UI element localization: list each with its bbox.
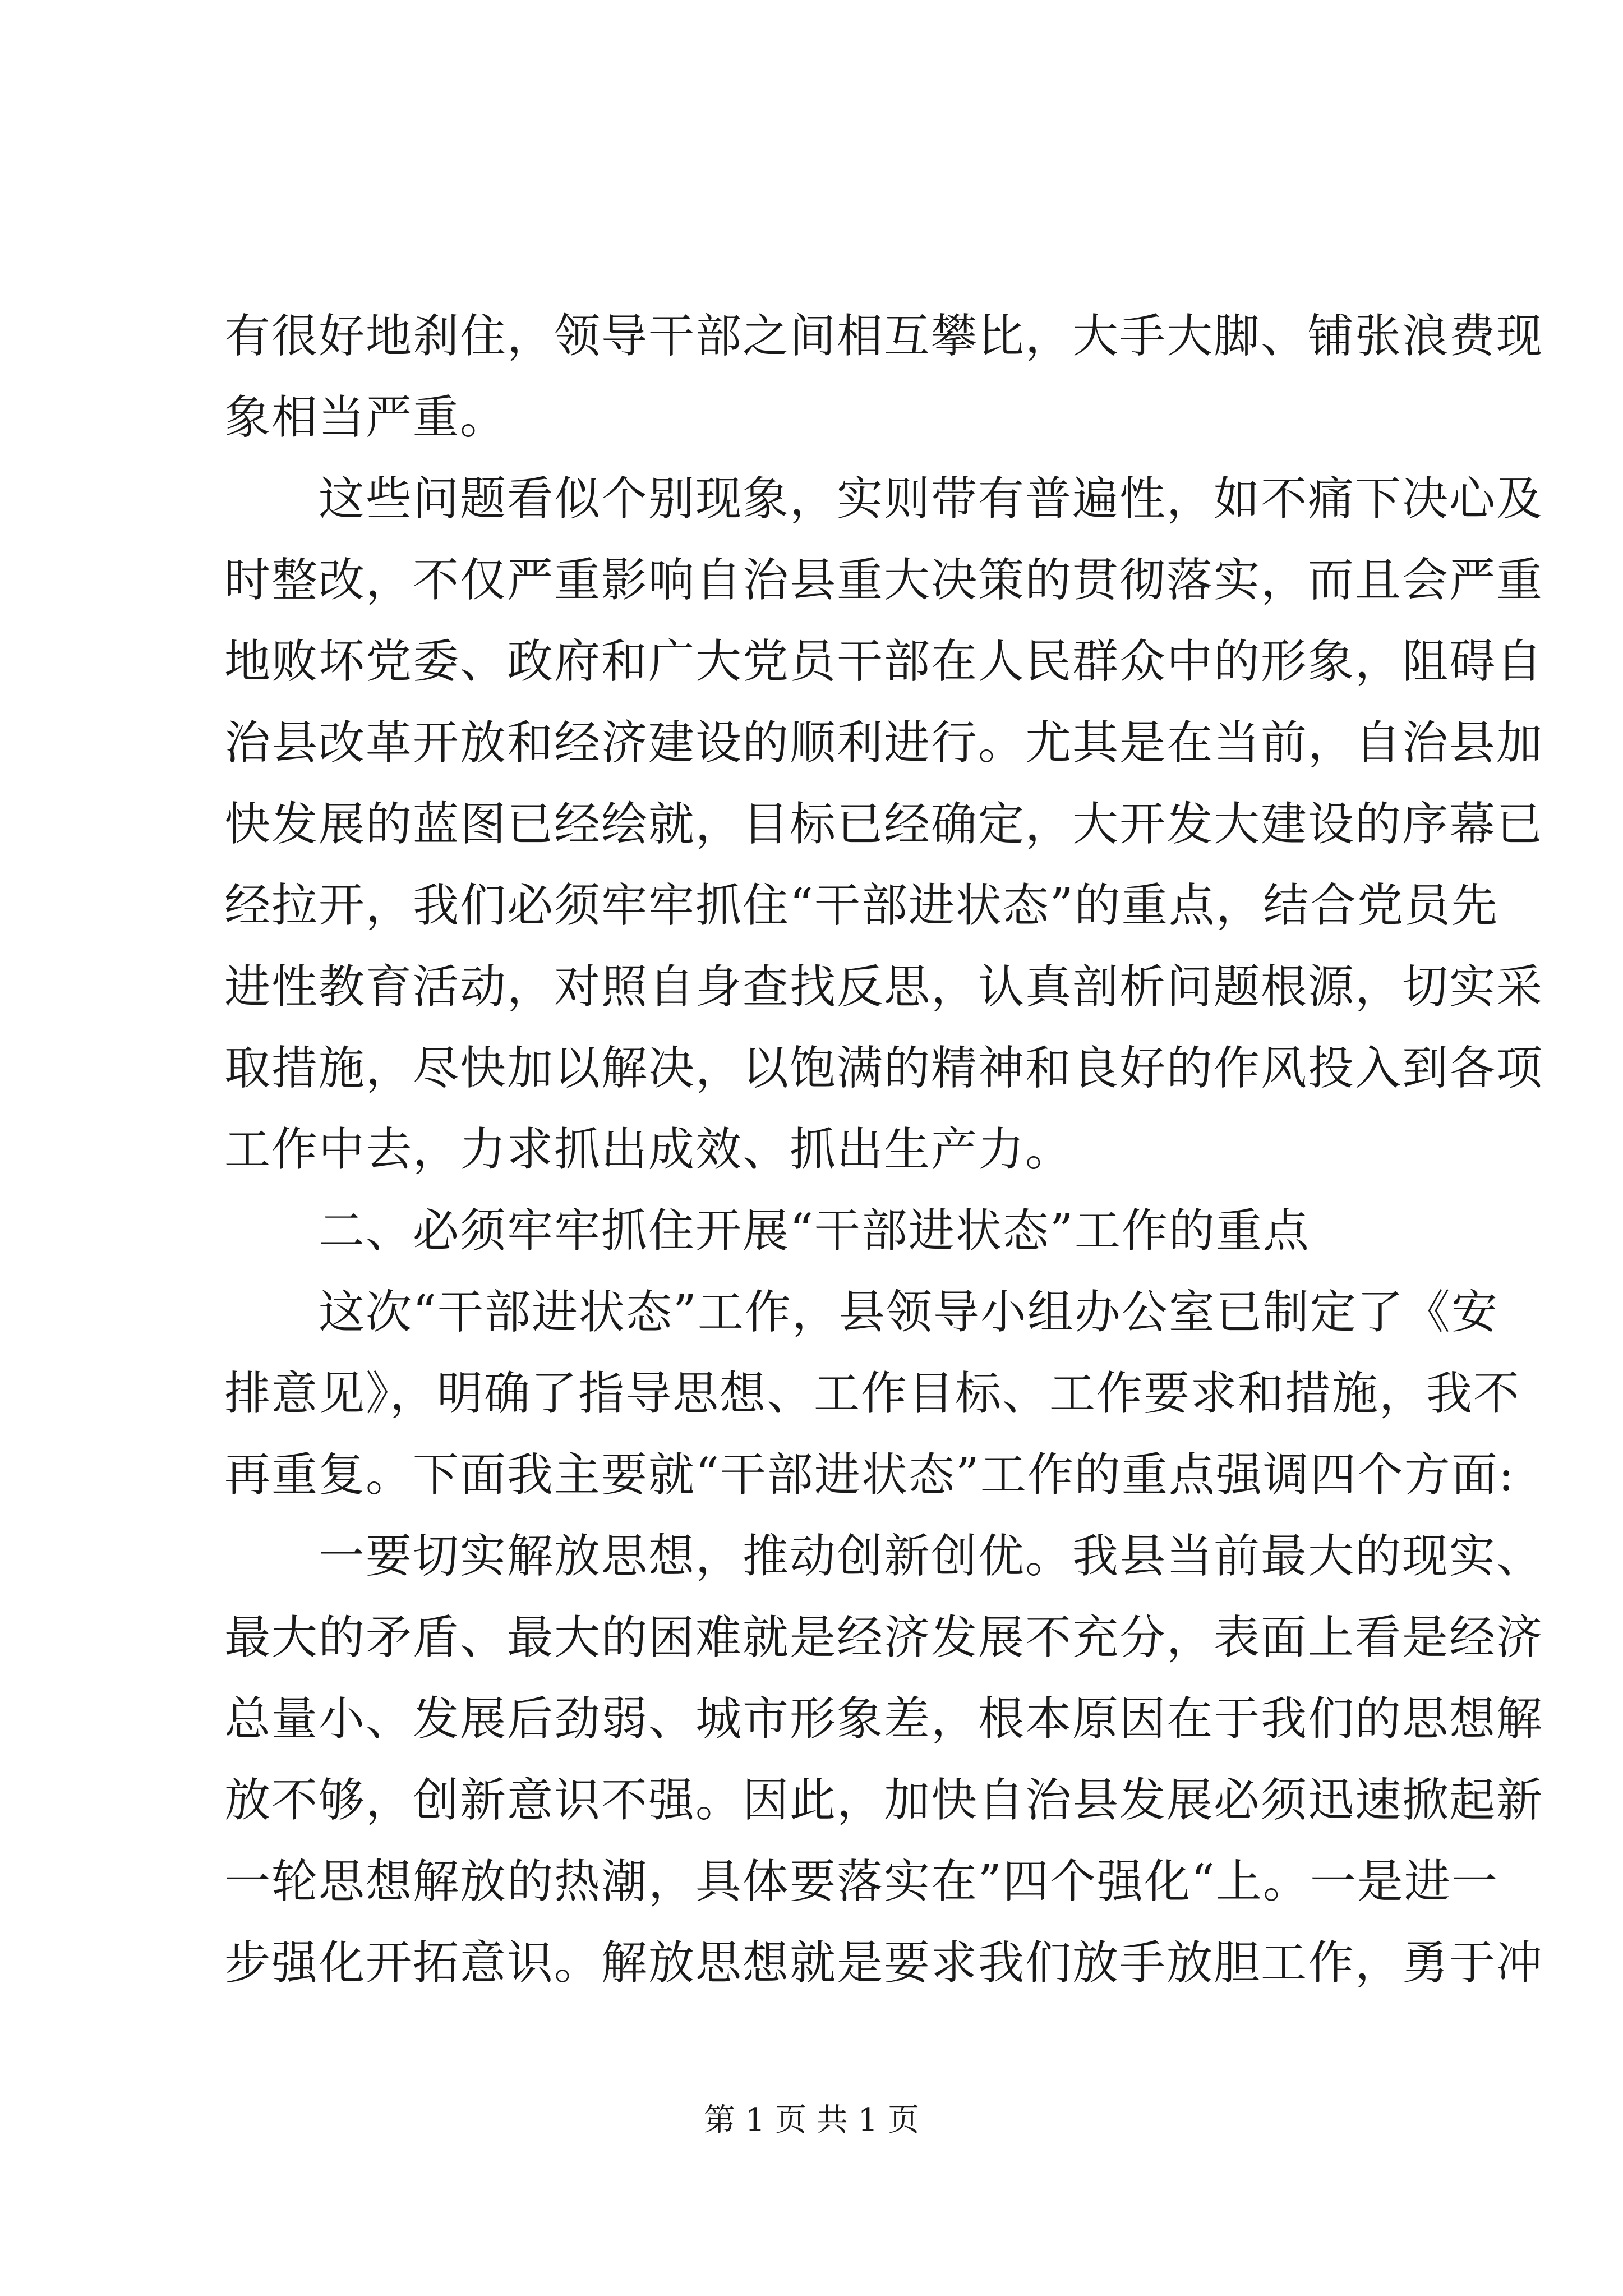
text-line: 时整改，不仅严重影响自治县重大决策的贯彻落实，而且会严重: [224, 554, 1544, 607]
text-line: 放不够，创新意识不强。因此，加快自治县发展必须迅速掀起新: [224, 1774, 1544, 1827]
text-line: 这些问题看似个别现象，实则带有普遍性，如不痛下决心及: [224, 472, 1544, 526]
page-number-footer: 第 1 页 共 1 页: [703, 2102, 920, 2138]
text-line: 经拉开，我们必须牢牢抓住“干部进状态”的重点，结合党员先: [224, 879, 1498, 932]
text-line: 这次“干部进状态”工作，县领导小组办公室已制定了《安: [224, 1286, 1498, 1339]
section-heading: 二、必须牢牢抓住开展“干部进状态”工作的重点: [224, 1204, 1310, 1258]
text-line: 步强化开拓意识。解放思想就是要求我们放手放胆工作，勇于冲: [224, 1936, 1544, 1990]
text-line: 一轮思想解放的热潮，具体要落实在”四个强化“上。一是进一: [224, 1855, 1498, 1908]
text-line: 象相当严重。: [224, 391, 508, 444]
text-line: 进性教育活动，对照自身查找反思，认真剖析问题根源，切实采: [224, 960, 1544, 1014]
text-line: 快发展的蓝图已经绘就，目标已经确定，大开发大建设的序幕已: [224, 798, 1544, 851]
text-line: 再重复。下面我主要就“干部进状态”工作的重点强调四个方面:: [224, 1448, 1515, 1502]
text-line: 排意见》，明确了指导思想、工作目标、工作要求和措施，我不: [224, 1367, 1521, 1420]
text-line: 取措施，尽快加以解决，以饱满的精神和良好的作风投入到各项: [224, 1042, 1544, 1095]
text-line: 工作中去，力求抓出成效、抓出生产力。: [224, 1123, 1073, 1176]
text-line: 一要切实解放思想，推动创新创优。我县当前最大的现实、: [224, 1530, 1544, 1583]
text-line: 总量小、发展后劲弱、城市形象差，根本原因在于我们的思想解: [224, 1692, 1544, 1746]
text-line: 地败坏党委、政府和广大党员干部在人民群众中的形象，阻碍自: [224, 635, 1544, 688]
text-line: 最大的矛盾、最大的困难就是经济发展不充分，表面上看是经济: [224, 1611, 1544, 1664]
text-line: 治县改革开放和经济建设的顺利进行。尤其是在当前，自治县加: [224, 716, 1544, 770]
text-line: 有很好地刹住，领导干部之间相互攀比，大手大脚、铺张浪费现: [224, 310, 1544, 363]
